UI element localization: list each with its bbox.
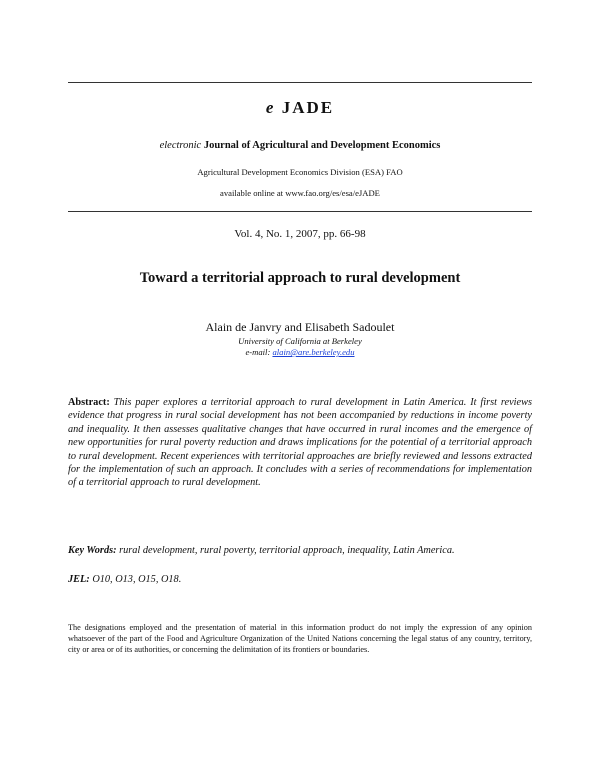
paper-authors: Alain de Janvry and Elisabeth Sadoulet: [205, 320, 395, 334]
fao-disclaimer: The designations employed and the presentation of material in this information product do not imply the expression of any opinion whatsoever of the part of the Food and Agriculture Organization of the United Nations concerning the legal status of any country, territory, city or area or of its authorities, or concerning the delimitation of its frontiers or boundaries.: [68, 623, 532, 655]
journal-subtitle-name: Journal of Agricultural and Development Economics: [203, 140, 441, 151]
journal-subtitle-prefix: electronic: [159, 140, 202, 151]
keywords-text: rural development, rural poverty, territorial approach, inequality, Latin America.: [119, 545, 455, 556]
journal-availability: available online at www.fao.org/es/esa/eJADE: [220, 188, 380, 198]
journal-logo: [68, 98, 532, 118]
journal-logo-name: JADE: [281, 98, 335, 117]
keywords-label: Key Words:: [68, 545, 117, 556]
top-rule: [68, 82, 532, 83]
abstract: [68, 396, 532, 490]
paper-email-line: [68, 347, 532, 357]
email-label: e-mail:: [245, 347, 271, 357]
paper-affiliation: University of California at Berkeley: [238, 336, 362, 346]
keywords: [68, 545, 532, 556]
jel-text: O10, O13, O15, O18.: [92, 574, 182, 585]
jel-codes: [68, 574, 532, 585]
header-bottom-rule: [68, 211, 532, 212]
jel-label: JEL:: [68, 574, 90, 585]
abstract-label: Abstract:: [68, 397, 110, 408]
citation: Vol. 4, No. 1, 2007, pp. 66-98: [234, 228, 366, 240]
journal-logo-prefix: e: [265, 98, 276, 117]
abstract-text: This paper explores a territorial approach to rural development in Latin America. It first reviews evidence that progress in rural social development has not been accompanied by reductions in income poverty and inequality. It then assesses qualitative changes that have occurred in rural incomes and the emergence of new opportunities for rural poverty reduction and draws implications for the potential of a territorial approach to rural development. Recent experiences with territorial approaches are briefly reviewed and lessons extracted for the implementation of such an approach. It concludes with a series of recommendations for implementation of a territorial approach to rural development.: [68, 397, 532, 489]
paper-title: Toward a territorial approach to rural development: [139, 270, 461, 286]
journal-division: Agricultural Development Economics Division (ESA) FAO: [197, 167, 403, 177]
journal-subtitle: [68, 140, 532, 151]
email-link[interactable]: alain@are.berkeley.edu: [272, 347, 355, 357]
